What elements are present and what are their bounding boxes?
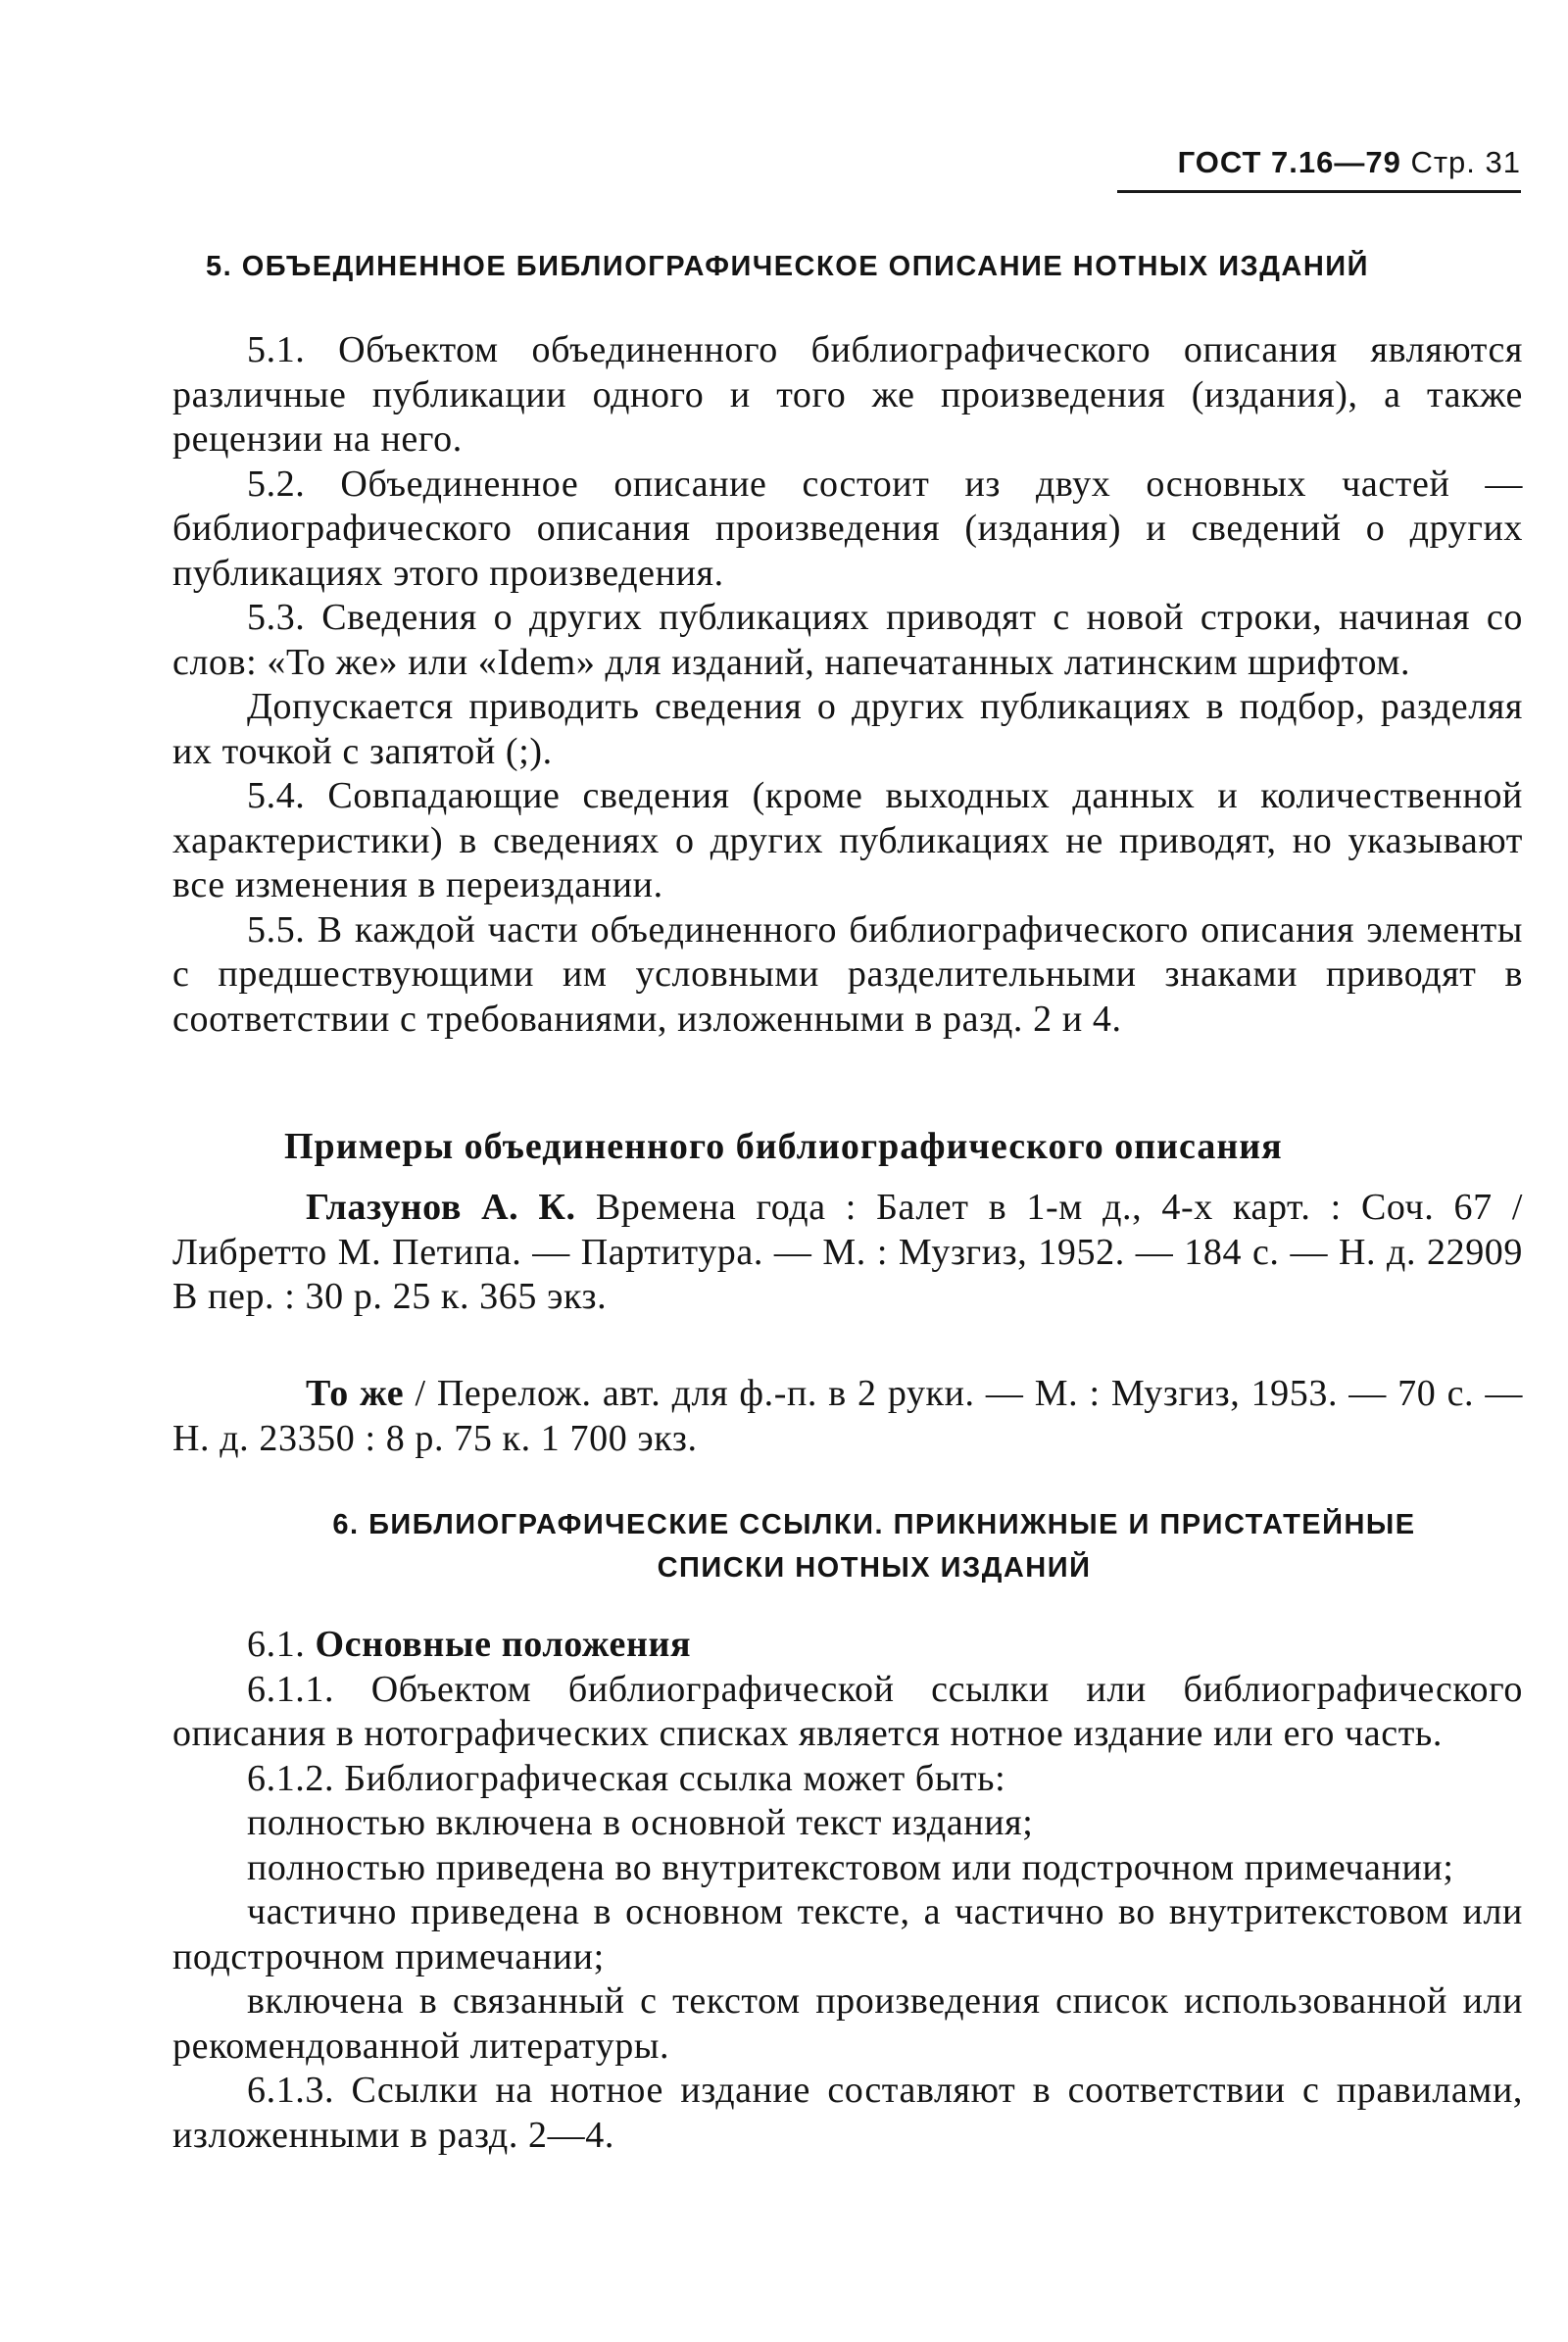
subsection-6-1-number: 6.1. bbox=[247, 1624, 306, 1665]
paragraph-5-2: 5.2. Объединенное описание состоит из двух основных частей — библиографического описания произведения (издания) и сведений о других публикациях этого произведения. bbox=[172, 463, 1523, 594]
paragraph-5-3: 5.3. Сведения о других публикациях приводят с новой строки, начиная со слов: «То же» или «Idem» для изданий, напечатанных латинским шрифтом. bbox=[172, 597, 1523, 683]
example-2-text: / Перелож. авт. для ф.-п. в 2 руки. — М. : Музгиз, 1953. — 70 с. — Н. д. 23350 : 8 р. 75 к. 1 700 экз. bbox=[172, 1373, 1523, 1459]
example-1-lead: Глазунов А. К. bbox=[306, 1187, 576, 1228]
paragraph-6-1-1: 6.1.1. Объектом библиографической ссылки или библиографического описания в нотографических списках является нотное издание или его часть. bbox=[172, 1668, 1523, 1754]
paragraph-6-1-2: 6.1.2. Библиографическая ссылка может быть: bbox=[247, 1757, 1006, 1799]
section-6-body bbox=[172, 1623, 1523, 2158]
examples-title: Примеры объединенного библиографического описания bbox=[284, 1126, 1283, 1167]
list-item-2: полностью приведена во внутритекстовом или подстрочном примечании; bbox=[247, 1846, 1454, 1888]
example-2-lead: То же bbox=[306, 1373, 405, 1414]
gost-number: ГОСТ 7.16—79 bbox=[1177, 145, 1401, 179]
paragraph-5-3-note: Допускается приводить сведения о других публикациях в подбор, разделяя их точкой с запятой (;). bbox=[172, 686, 1523, 772]
list-item-4: включена в связанный с текстом произведения список использованной или рекомендованной литературы. bbox=[172, 1980, 1523, 2067]
list-item-3: частично приведена в основном тексте, а частично во внутритекстовом или подстрочном примечании; bbox=[172, 1891, 1523, 1977]
paragraph-5-5: 5.5. В каждой части объединенного библиографического описания элементы с предшествующими им условными разделительными знаками приводят в соответствии с требованиями, изложенными в разд. 2 и 4. bbox=[172, 908, 1523, 1040]
paragraph-6-1-3: 6.1.3. Ссылки на нотное издание составляют в соответствии с правилами, изложенными в разд. 2—4. bbox=[172, 2070, 1523, 2156]
section-5-title: 5. ОБЪЕДИНЕННОЕ БИБЛИОГРАФИЧЕСКОЕ ОПИСАНИЕ НОТНЫХ ИЗДАНИЙ bbox=[206, 251, 1369, 282]
section-6-title bbox=[267, 1503, 1482, 1589]
running-header bbox=[1117, 145, 1521, 193]
section-5-body bbox=[172, 328, 1523, 1042]
example-1-text: Времена года : Балет в 1-м д., 4-х карт. : Соч. 67 / Либретто М. Петипа. — Партитура. — М. : Музгиз, 1952. — 184 с. — Н. д. 22909 В пер. : 30 р. 25 к. 365 экз. bbox=[172, 1187, 1523, 1317]
example-1 bbox=[172, 1186, 1523, 1320]
example-2 bbox=[172, 1372, 1523, 1461]
subsection-6-1-heading bbox=[172, 1623, 1523, 1668]
list-item-1: полностью включена в основной текст издания; bbox=[247, 1802, 1034, 1843]
subsection-6-1-title: Основные положения bbox=[315, 1624, 692, 1665]
page-number: Стр. 31 bbox=[1410, 145, 1521, 179]
section-6-title-line-2: СПИСКИ НОТНЫХ ИЗДАНИЙ bbox=[657, 1552, 1092, 1584]
section-6-title-line-1: 6. БИБЛИОГРАФИЧЕСКИЕ ССЫЛКИ. ПРИКНИЖНЫЕ И ПРИСТАТЕЙНЫЕ bbox=[332, 1509, 1416, 1540]
paragraph-5-4: 5.4. Совпадающие сведения (кроме выходных данных и количественной характеристики) в сведениях о других публикациях не приводят, но указывают все изменения в переиздании. bbox=[172, 775, 1523, 905]
paragraph-5-1: 5.1. Объектом объединенного библиографического описания являются различные публикации одного и того же произведения (издания), а также рецензии на него. bbox=[172, 329, 1523, 460]
